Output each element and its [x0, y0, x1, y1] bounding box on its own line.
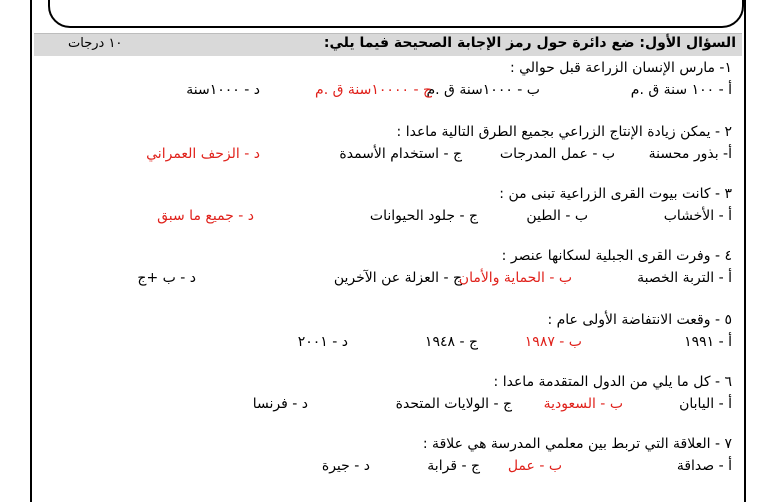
question-5-option-a[interactable]: أ - ١٩٩١: [684, 334, 732, 350]
question-6-option-b[interactable]: ب - السعودية: [543, 396, 623, 412]
question-3-option-b[interactable]: ب - الطين: [526, 208, 588, 224]
question-5-option-b[interactable]: ب - ١٩٨٧: [524, 334, 582, 350]
question-7-option-b[interactable]: ب - عمل: [507, 458, 562, 474]
points-label: ١٠ درجات: [68, 36, 123, 51]
question-4-option-c[interactable]: ج - العزلة عن الآخرين: [333, 270, 462, 286]
header-box: [48, 0, 744, 28]
question-6-option-d[interactable]: د - فرنسا: [252, 396, 308, 412]
question-2-text: ٢ - يمكن زيادة الإنتاج الزراعي بجميع الطرق التالية ماعدا :: [396, 124, 732, 140]
question-2-option-b[interactable]: ب - عمل المدرجات: [499, 146, 615, 162]
question-6-option-a[interactable]: أ - اليابان: [679, 396, 732, 412]
question-7-option-a[interactable]: أ - صداقة: [676, 458, 732, 474]
question-2-option-a[interactable]: أ- بذور محسنة: [648, 146, 732, 162]
question-2-option-d[interactable]: د - الزحف العمراني: [146, 146, 260, 162]
question-4-option-b[interactable]: ب - الحماية والأمان: [458, 270, 572, 286]
question-7-option-d[interactable]: د - جيرة: [321, 458, 370, 474]
question-7-option-c[interactable]: ج - قرابة: [427, 458, 480, 474]
question-4-option-d[interactable]: د - ب +ج: [137, 270, 196, 286]
question-1-option-b[interactable]: ب - ١٠٠٠سنة ق .م: [426, 82, 540, 98]
question-3-option-c[interactable]: ج - جلود الحيوانات: [369, 208, 478, 224]
question-4-text: ٤ - وفرت القرى الجبلية لسكانها عنصر :: [501, 248, 732, 264]
question-1-option-c[interactable]: ج - ١٠٠٠٠سنة ق .م: [315, 82, 432, 98]
question-2-option-c[interactable]: ج - استخدام الأسمدة: [339, 146, 462, 162]
question-1-text: ١- مارس الإنسان الزراعة قبل حوالي :: [509, 60, 732, 76]
question-3-option-a[interactable]: أ - الأخشاب: [663, 208, 732, 224]
question-1-option-a[interactable]: أ - ١٠٠ سنة ق .م: [630, 82, 732, 98]
question-3-option-d[interactable]: د - جميع ما سبق: [157, 208, 254, 224]
question-7-text: ٧ - العلاقة التي تربط بين معلمي المدرسة هي علاقة :: [422, 436, 732, 452]
question-5-option-d[interactable]: د - ٢٠٠١: [297, 334, 348, 350]
question-3-text: ٣ - كانت بيوت القرى الزراعية تبنى من :: [499, 186, 732, 202]
question-4-option-a[interactable]: أ - التربة الخصبة: [637, 270, 732, 286]
question-6-option-c[interactable]: ج - الولايات المتحدة: [395, 396, 512, 412]
question-1-option-d[interactable]: د - ١٠٠٠سنة: [186, 82, 260, 98]
question-5-option-c[interactable]: ج - ١٩٤٨: [424, 334, 478, 350]
question-5-text: ٥ - وقعت الانتفاضة الأولى عام :: [547, 312, 732, 328]
section-title: السؤال الأول: ضع دائرة حول رمز الإجابة الصحيحة فيما يلي:: [323, 35, 736, 51]
question-6-text: ٦ - كل ما يلي من الدول المتقدمة ماعدا :: [493, 374, 732, 390]
